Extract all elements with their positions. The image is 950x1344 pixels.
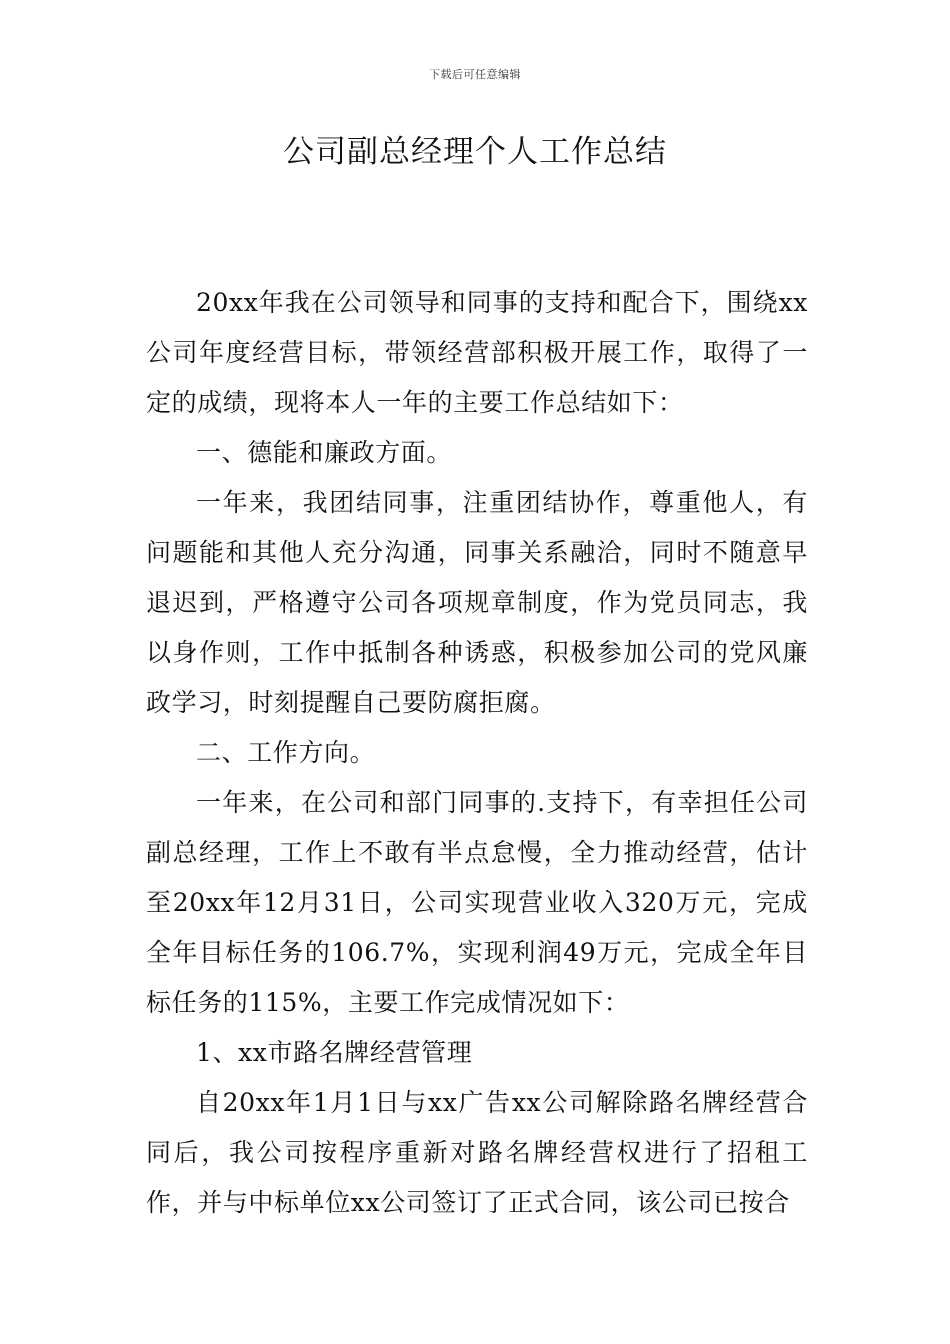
document-body bbox=[146, 278, 808, 1228]
document-title: 公司副总经理个人工作总结 bbox=[283, 134, 667, 170]
paragraph-intro: 20xx年我在公司领导和同事的支持和配合下，围绕xx公司年度经营目标，带领经营部积极开展工作，取得了一定的成绩，现将本人一年的主要工作总结如下： bbox=[146, 288, 808, 417]
paragraph-work: 一年来，在公司和部门同事的.支持下，有幸担任公司副总经理，工作上不敢有半点怠慢，全力推动经营，估计至20xx年12月31日，公司实现营业收入320万元，完成全年目标任务的106.7%，实现利润49万元，完成全年目标任务的115%，主要工作完成情况如下： bbox=[146, 788, 808, 1017]
paragraph-street-signs: 自20xx年1月1日与xx广告xx公司解除路名牌经营合同后，我公司按程序重新对路名牌经营权进行了招租工作，并与中标单位xx公司签订了正式合同，该公司已按合 bbox=[146, 1088, 808, 1217]
section-heading-2: 二、工作方向。 bbox=[196, 738, 376, 767]
subsection-heading-1: 1、xx市路名牌经营管理 bbox=[196, 1038, 473, 1067]
section-heading-1: 一、德能和廉政方面。 bbox=[196, 438, 453, 467]
paragraph-ethics: 一年来，我团结同事，注重团结协作，尊重他人，有问题能和其他人充分沟通，同事关系融洽，同时不随意早退迟到，严格遵守公司各项规章制度，作为党员同志，我以身作则，工作中抵制各种诱惑，积极参加公司的党风廉政学习，时刻提醒自己要防腐拒腐。 bbox=[146, 488, 808, 717]
header-note: 下载后可任意编辑 bbox=[429, 68, 521, 81]
